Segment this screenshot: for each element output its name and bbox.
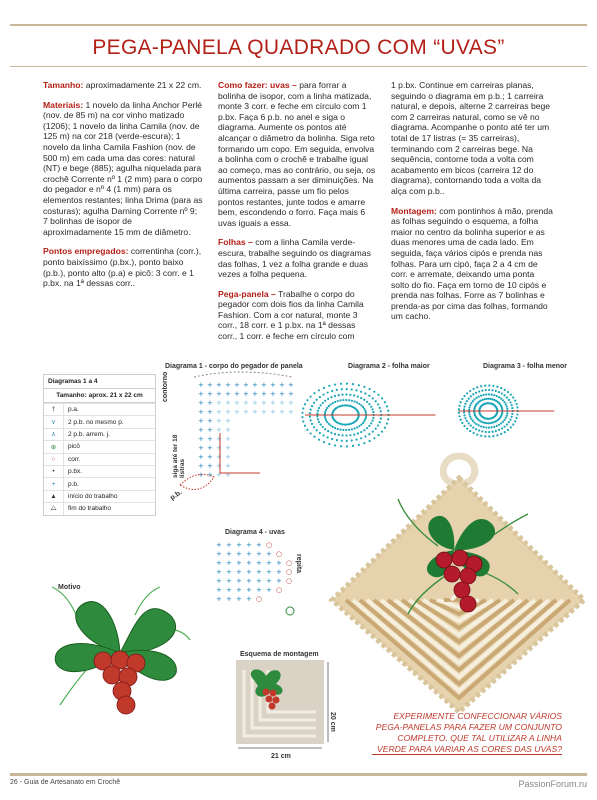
tip-text: EXPERIMENTE CONFECCIONAR VÁRIOS PEGA-PANELAS PARA FAZER UM CONJUNTO COMPLETO. QUE TAL UTILIZAR A LINHA VERDE PARA VARIAR AS CORES DAS UVAS? — [375, 711, 562, 754]
svg-text:+: + — [207, 417, 213, 425]
diagram-3-chart — [470, 375, 560, 450]
svg-text:+: + — [216, 399, 222, 407]
svg-text:○: ○ — [286, 568, 293, 576]
legend-symbol-icon: ⧍ — [44, 503, 64, 514]
svg-text:+: + — [243, 408, 249, 416]
svg-text:○: ○ — [276, 550, 283, 558]
svg-text:+: + — [236, 595, 242, 603]
svg-text:+: + — [261, 390, 267, 398]
svg-text:+: + — [270, 390, 276, 398]
svg-text:+: + — [198, 399, 204, 407]
svg-text:+: + — [256, 550, 262, 558]
svg-text:+: + — [207, 444, 213, 452]
col2-paragraph — [218, 80, 376, 228]
svg-text:+: + — [225, 417, 231, 425]
legend-label: 2 p.b. no mesmo p. — [68, 418, 124, 426]
legend-label: corr. — [68, 455, 81, 463]
svg-text:+: + — [236, 577, 242, 585]
svg-text:+: + — [216, 568, 222, 576]
svg-text:+: + — [226, 577, 232, 585]
title-rule — [10, 66, 587, 67]
legend-row — [44, 477, 155, 489]
legend-label: 2 p.b. arrem. j. — [68, 430, 110, 438]
diagram-2-label: Diagrama 2 - folha maior — [348, 363, 430, 370]
svg-text:+: + — [198, 471, 204, 479]
svg-text:+: + — [198, 426, 204, 434]
svg-text:+: + — [226, 595, 232, 603]
svg-text:+: + — [216, 595, 222, 603]
svg-text:+: + — [207, 462, 213, 470]
paragraph-text: com pontinhos à mão, prenda as folhas seguindo o esquema, a folha maior no centro da bolinha superior e as duas menores uma de cada lado. Em seguida, faça vários cipós e prenda nas folhas. Para um cipó, faça 2 a 4 cm de corr. e arremate, deixando uma ponta solto do fio. Faça em torno de 10 cipós e prenda nas folhas. Forre as 7 bolinhas e prenda-as por cima das folhas, formando um cacho. — [391, 205, 553, 322]
legend-row — [44, 490, 155, 502]
svg-text:+: + — [236, 568, 242, 576]
svg-text:+: + — [216, 426, 222, 434]
svg-text:+: + — [266, 577, 272, 585]
paragraph-text: 1 p.bx. Continue em carreiras planas, seguindo o diagrama em p.b.; 1 carreira natural, e depois, alterne 2 carreiras bege com 2 carreiras natural, como se vê no diagrama. Acompanhe o ponto até ter um total de 17 listras (= 35 carreiras), terminando com 2 carreiras bege. Na sequência, contorne toda a volta com acabamento em bicos (carreira 12 do diagrama), contornando toda a volta da alça com p.b.. — [391, 80, 551, 196]
svg-text:+: + — [288, 408, 294, 416]
svg-text:+: + — [234, 381, 240, 389]
paragraph-text: aproximadamente 21 x 22 cm. — [83, 80, 202, 90]
svg-text:+: + — [234, 399, 240, 407]
svg-text:+: + — [256, 577, 262, 585]
legend-subtitle: Tamanho: aprox. 21 x 22 cm — [44, 389, 155, 403]
col2-paragraph — [218, 289, 376, 342]
legend-symbol-icon: ⊕ — [44, 441, 64, 452]
svg-text:+: + — [207, 435, 213, 443]
svg-text:+: + — [279, 381, 285, 389]
svg-text:○: ○ — [286, 559, 293, 567]
tip-rule — [372, 754, 562, 755]
legend-row — [44, 502, 155, 514]
svg-text:+: + — [225, 453, 231, 461]
column-2 — [218, 80, 376, 351]
svg-text:+: + — [216, 417, 222, 425]
svg-text:+: + — [225, 408, 231, 416]
svg-text:+: + — [246, 586, 252, 594]
svg-text:+: + — [234, 408, 240, 416]
svg-text:+: + — [288, 390, 294, 398]
svg-text:+: + — [276, 577, 282, 585]
svg-text:+: + — [243, 381, 249, 389]
legend-row — [44, 428, 155, 440]
legend-title: Diagramas 1 a 4 — [44, 375, 155, 389]
svg-text:+: + — [216, 408, 222, 416]
svg-text:+: + — [261, 399, 267, 407]
paragraph-text: 1 novelo da linha Anchor Perlé (nov. de 85 m) na cor vinho matizado (1206); 1 novelo da linha Camila (nov. de 125 m) na cor 218 (verde-escura); 1 novelo da linha Camila Fashion (nov. de 500 m) em cada uma das cores: natural (NT) e bege (885); agulha niquelada para crochê Corrente nº 1 (2 mm) para o corpo do pegador e nº 4 (1 mm) para os elementos restantes; linha Drima (para as costuras); agulha Darning Corrente nº 9; 7 bolinhas de isopor de aproximadamente 15 mm de diâmetro. — [43, 99, 203, 237]
legend-row — [44, 440, 155, 452]
legend-label: p.a. — [68, 406, 79, 414]
legend-symbol-icon: ⋏ — [44, 429, 64, 440]
esquema-label: Esquema de montagem — [240, 651, 319, 658]
legend-symbol-icon: ▲ — [44, 491, 64, 502]
paragraph-text: Trabalhe o corpo do pegador com dois fios da linha Camila Fashion. Com a cor natural, monte 3 corr., 18 corr. e 1 p.bx. na 1ª dessas corr., 1 corr. e feche em círculo com — [218, 288, 364, 342]
column-3 — [391, 80, 553, 331]
legend-symbol-icon: + — [44, 478, 64, 489]
svg-text:+: + — [216, 453, 222, 461]
diagram-3-label: Diagrama 3 - folha menor — [483, 363, 568, 370]
svg-text:+: + — [266, 550, 272, 558]
svg-text:+: + — [270, 381, 276, 389]
svg-text:+: + — [266, 586, 272, 594]
svg-text:+: + — [225, 462, 231, 470]
column-1 — [43, 80, 203, 298]
svg-text:+: + — [256, 586, 262, 594]
col2-paragraph — [218, 237, 376, 279]
col3-paragraph — [391, 80, 553, 197]
svg-text:+: + — [226, 586, 232, 594]
svg-text:+: + — [225, 381, 231, 389]
svg-text:+: + — [246, 595, 252, 603]
svg-text:+: + — [256, 559, 262, 567]
svg-text:+: + — [226, 559, 232, 567]
legend-symbol-icon: ⋎ — [44, 416, 64, 427]
svg-text:+: + — [216, 471, 222, 479]
svg-text:+: + — [226, 568, 232, 576]
svg-text:○: ○ — [286, 577, 293, 585]
svg-text:+: + — [236, 559, 242, 567]
legend-label: início do trabalho — [68, 492, 118, 500]
svg-text:+: + — [198, 444, 204, 452]
footer-rule — [10, 773, 587, 776]
svg-text:+: + — [270, 399, 276, 407]
svg-text:+: + — [216, 444, 222, 452]
svg-text:+: + — [198, 408, 204, 416]
col1-paragraph — [43, 100, 203, 238]
watermark: PassionForum.ru — [518, 779, 587, 789]
svg-text:+: + — [261, 408, 267, 416]
svg-text:+: + — [256, 541, 262, 549]
svg-text:+: + — [279, 408, 285, 416]
svg-text:○: ○ — [266, 541, 273, 549]
svg-text:+: + — [207, 381, 213, 389]
repita-label: repita — [295, 554, 302, 574]
col1-paragraph — [43, 246, 203, 288]
dim-width-label: 21 cm — [271, 753, 291, 760]
legend-symbol-icon: ○ — [44, 454, 64, 465]
paragraph-label: Pontos empregados: — [43, 246, 129, 257]
svg-text:+: + — [225, 399, 231, 407]
siga-label: siga até ter 18 listras — [172, 434, 186, 478]
diagram-4-label: Diagrama 4 - uvas — [225, 529, 285, 536]
paragraph-label: Materiais: — [43, 99, 84, 110]
svg-text:+: + — [279, 399, 285, 407]
svg-text:+: + — [198, 462, 204, 470]
svg-text:+: + — [225, 426, 231, 434]
paragraph-text: correntinha (corr.), ponto baixíssimo (p.bx.), ponto baixo (p.b.), ponto alto (p.a) e picô: 3 corr. e 1 p.bx. na 1ª dessas corr.. — [43, 246, 202, 289]
svg-text:+: + — [226, 550, 232, 558]
paragraph-label: Como fazer: uvas – — [218, 80, 297, 90]
svg-text:+: + — [252, 408, 258, 416]
svg-text:+: + — [261, 381, 267, 389]
potholder-photo — [328, 454, 590, 716]
svg-text:+: + — [234, 390, 240, 398]
svg-text:+: + — [288, 381, 294, 389]
svg-text:+: + — [252, 381, 258, 389]
svg-text:+: + — [256, 568, 262, 576]
legend-symbol-icon: † — [44, 404, 64, 415]
col3-paragraph — [391, 206, 553, 323]
dim-height-label: 20 cm — [329, 712, 336, 732]
svg-text:+: + — [236, 586, 242, 594]
legend-symbol-icon: • — [44, 466, 64, 477]
assembly-scheme — [236, 660, 326, 745]
svg-text:+: + — [252, 390, 258, 398]
svg-text:+: + — [270, 408, 276, 416]
svg-text:+: + — [225, 471, 231, 479]
legend-row — [44, 453, 155, 465]
svg-text:+: + — [276, 568, 282, 576]
page-footer: 26 - Guia de Artesanato em Crochê — [10, 779, 121, 786]
svg-text:+: + — [243, 399, 249, 407]
paragraph-label: Folhas – — [218, 237, 253, 248]
svg-text:+: + — [246, 541, 252, 549]
svg-text:+: + — [246, 568, 252, 576]
svg-text:+: + — [236, 541, 242, 549]
diagram-2-chart — [316, 375, 441, 455]
svg-text:+: + — [276, 559, 282, 567]
svg-text:+: + — [246, 550, 252, 558]
legend-label: fim do trabalho — [68, 505, 111, 513]
paragraph-label: Montagem: — [391, 205, 437, 216]
svg-text:+: + — [266, 568, 272, 576]
svg-text:+: + — [216, 435, 222, 443]
svg-text:+: + — [216, 390, 222, 398]
diagram-4-chart — [212, 537, 307, 617]
svg-text:+: + — [198, 435, 204, 443]
svg-text:+: + — [207, 390, 213, 398]
svg-text:+: + — [225, 444, 231, 452]
svg-text:+: + — [225, 390, 231, 398]
legend-label: picô — [68, 443, 80, 451]
svg-text:○: ○ — [256, 595, 263, 603]
paragraph-label: Pega-panela – — [218, 288, 276, 299]
svg-text:+: + — [216, 559, 222, 567]
svg-text:+: + — [198, 381, 204, 389]
top-rule — [10, 24, 587, 26]
col1-paragraph — [43, 80, 203, 91]
svg-text:+: + — [207, 399, 213, 407]
svg-text:+: + — [207, 408, 213, 416]
svg-text:+: + — [226, 541, 232, 549]
legend-box — [43, 374, 156, 516]
legend-label: p.b. — [68, 480, 79, 488]
legend-row — [44, 415, 155, 427]
diagram-1-label: Diagrama 1 - corpo do pegador de panela — [165, 363, 303, 370]
svg-text:+: + — [252, 399, 258, 407]
svg-text:+: + — [198, 390, 204, 398]
legend-row — [44, 465, 155, 477]
svg-text:+: + — [207, 453, 213, 461]
diagram-1-chart — [180, 373, 305, 493]
paragraph-text: com a linha Camila verde-escura, trabalhe seguindo os diagramas das folhas, 1 vez a folha grande e duas vezes a folha pequena. — [218, 237, 371, 280]
svg-text:+: + — [216, 550, 222, 558]
svg-text:+: + — [198, 453, 204, 461]
svg-text:+: + — [207, 471, 213, 479]
svg-text:+: + — [288, 399, 294, 407]
svg-text:○: ○ — [276, 586, 283, 594]
page-title: PEGA-PANELA QUADRADO COM “UVAS” — [92, 36, 505, 59]
svg-text:+: + — [207, 426, 213, 434]
svg-text:+: + — [246, 577, 252, 585]
contorno-label: contorno — [162, 371, 169, 402]
svg-text:+: + — [198, 417, 204, 425]
pb-label: p.b. — [169, 489, 184, 502]
svg-text:+: + — [246, 559, 252, 567]
motivo-illustration — [40, 585, 200, 730]
svg-text:+: + — [216, 462, 222, 470]
svg-text:+: + — [279, 390, 285, 398]
paragraph-label: Tamanho: — [43, 80, 84, 90]
paragraph-text: para forrar a bolinha de isopor, com a linha matizada, monte 3 corr. e feche em círculo com 1 p.bx. Faça 6 p.b. no anel e siga o diagrama. Aumente os pontos até alcançar o diâmetro da bolinha. Siga reto formando um copo. Em seguida, envolva a bolinha com o crochê e trabalhe igual ao começo, mas ao contrário, ou seja, os aumentos passam a ser diminuições. Na última carreira, passe um fio pelos pontos restantes, junte todos e amarre bem, escondendo o forro. Faça mais 6 uvas iguais a essa. — [218, 80, 376, 228]
svg-text:+: + — [216, 586, 222, 594]
svg-text:+: + — [236, 550, 242, 558]
legend-row — [44, 403, 155, 415]
legend-label: p.bx. — [68, 468, 83, 476]
svg-text:+: + — [216, 541, 222, 549]
svg-text:+: + — [243, 390, 249, 398]
svg-text:+: + — [216, 577, 222, 585]
motivo-label: Motivo — [58, 584, 81, 591]
legend-items — [44, 403, 155, 515]
svg-text:+: + — [216, 381, 222, 389]
svg-text:+: + — [266, 559, 272, 567]
svg-text:+: + — [225, 435, 231, 443]
